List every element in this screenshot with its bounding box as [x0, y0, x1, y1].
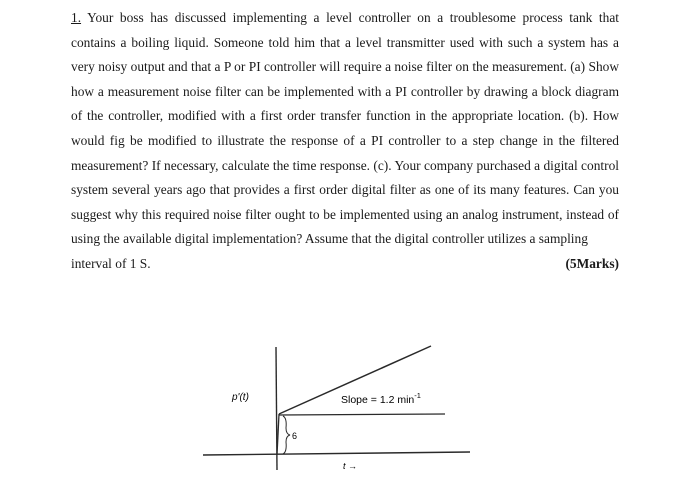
question-last-line-text: interval of 1 S. [71, 255, 151, 271]
marks-label: (5Marks) [565, 255, 619, 271]
step-size-label: 6 [292, 431, 298, 441]
x-axis-label: t → [343, 461, 358, 471]
baseline-line [279, 414, 445, 415]
time-axis [203, 452, 470, 455]
question-body: Your boss has discussed implementing a level controller on a troublesome process tank that contains a boiling liquid. Someone told him that a level transmitter used with such a system has a very noisy output and that a P or PI controller will require a noise filter on the measurement. (a) Show how a measurement noise filter can be implemented with a PI controller by drawing a block diagram of the controller, modified with a first order transfer function in the appropriate location. (b). How would fig be modified to illustrate the response of a PI controller to a step change in the filtered measurement? If necessary, calculate the time response. (c). Your company purchased a digital control system several years ago that provides a first order digital filter as one of its many features. Can you suggest why this required noise filter ought to be implemented using an analog instrument, instead of using the available digital implementation? Assume that the digital controller utilizes a sampling [71, 10, 619, 247]
question-number: 1. [71, 10, 82, 25]
slope-exponent: -1 [414, 391, 421, 400]
y-axis-label: p'(t) [232, 392, 249, 403]
step-brace [283, 416, 290, 454]
slope-label [341, 391, 421, 406]
slope-label-text: Slope = 1.2 min [341, 394, 415, 406]
